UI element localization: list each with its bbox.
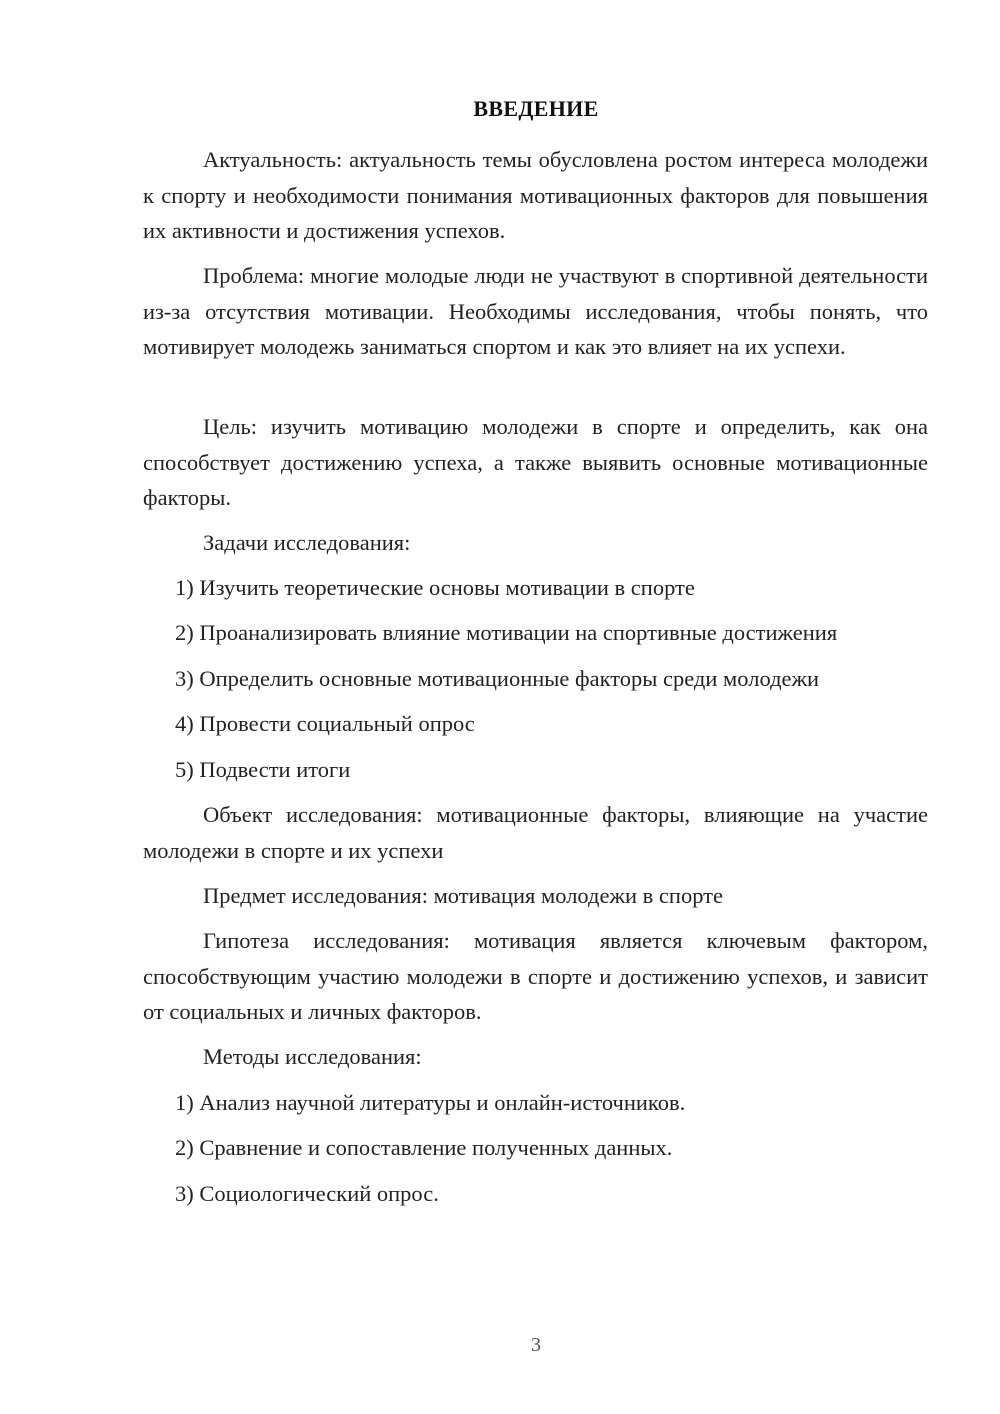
subject-paragraph: Предмет исследования: мотивация молодежи в спорте [203, 883, 723, 908]
page-number: 3 [531, 1334, 541, 1356]
task-item: 1) Изучить теоретические основы мотивации в спорте [175, 575, 695, 600]
method-item: 3) Социологический опрос. [175, 1181, 439, 1206]
task-item: 4) Провести социальный опрос [175, 711, 475, 736]
task-item: 2) Проанализировать влияние мотивации на спортивные достижения [175, 620, 838, 645]
method-item: 2) Сравнение и сопоставление полученных данных. [175, 1135, 673, 1160]
goal-paragraph: Цель: изучить мотивацию молодежи в спорте и определить, как она способствует достижению успеха, а также выявить основные мотивационные факторы. [143, 414, 928, 510]
methods-heading: Методы исследования: [203, 1044, 422, 1069]
method-item: 1) Анализ научной литературы и онлайн-источников. [175, 1090, 686, 1115]
task-item: 5) Подвести итоги [175, 757, 351, 782]
page-title: ВВЕДЕНИЕ [473, 96, 599, 121]
hypothesis-paragraph: Гипотеза исследования: мотивация является ключевым фактором, способствующим участию молодежи в спорте и достижению успехов, и зависит от социальных и личных факторов. [143, 928, 928, 1024]
tasks-heading: Задачи исследования: [203, 530, 411, 555]
problem-paragraph: Проблема: многие молодые люди не участвуют в спортивной деятельности из-за отсутствия мотивации. Необходимы исследования, чтобы понять, что мотивирует молодежь заниматься спортом и как это влияет на их успехи. [143, 263, 928, 359]
task-item: 3) Определить основные мотивационные факторы среди молодежи [175, 666, 820, 691]
object-paragraph: Объект исследования: мотивационные факторы, влияющие на участие молодежи в спорте и их успехи [143, 802, 928, 863]
relevance-paragraph: Актуальность: актуальность темы обусловлена ростом интереса молодежи к спорту и необходимости понимания мотивационных факторов для повышения их активности и достижения успехов. [143, 147, 928, 243]
